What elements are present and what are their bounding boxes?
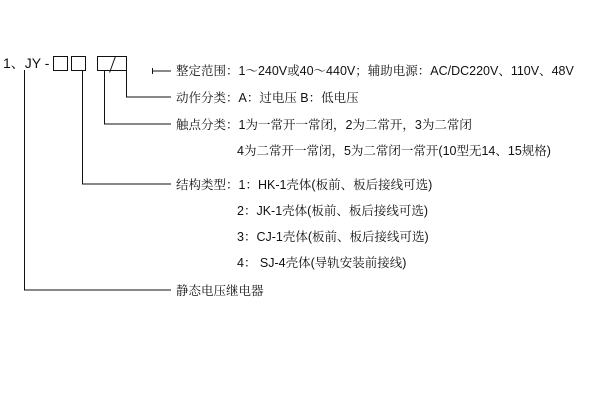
code-box-pair bbox=[97, 56, 127, 71]
label-contact-type: 触点分类：1为一常开一常闭，2为二常开，3为二常闭 bbox=[176, 118, 472, 132]
label-setting-range: 整定范围：1～240V或40～440V；辅助电源：AC/DC220V、110V、48V bbox=[176, 64, 574, 78]
code-box-structure bbox=[53, 56, 68, 71]
label-structure-type-line2: 2：JK-1壳体(板前、板后接线可选) bbox=[237, 204, 428, 218]
code-box-action-range bbox=[97, 56, 127, 71]
label-contact-type-line2: 4为二常开一常闭，5为二常闭一常开(10型无14、15规格) bbox=[237, 144, 551, 158]
label-structure-type: 结构类型：1：HK-1壳体(板前、板后接线可选) bbox=[176, 178, 433, 192]
model-prefix: 1、JY - bbox=[3, 55, 50, 71]
label-action-type: 动作分类：A：过电压 B：低电压 bbox=[176, 91, 359, 105]
model-code-row bbox=[3, 52, 127, 74]
label-structure-type-line4: 4： SJ-4壳体(导轨安装前接线) bbox=[237, 256, 407, 270]
code-box-contact bbox=[71, 56, 86, 71]
label-structure-type-line3: 3：CJ-1壳体(板前、板后接线可选) bbox=[237, 230, 429, 244]
label-product-name: 静态电压继电器 bbox=[176, 284, 264, 298]
